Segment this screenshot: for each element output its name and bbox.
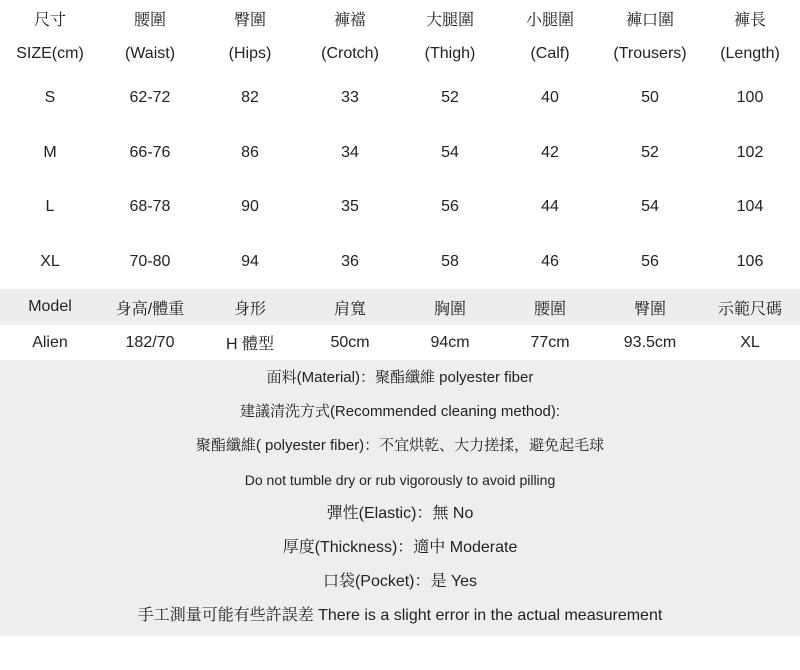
cleaning-title: 建議清洗方式(Recommended cleaning method):	[239, 403, 561, 420]
size-row-m	[0, 126, 800, 181]
size-cell: 40	[541, 89, 559, 107]
size-row-l	[0, 180, 800, 235]
header-en-cell: (Length)	[720, 44, 780, 62]
elastic-note: 彈性(Elastic)：無 No	[326, 505, 474, 522]
pocket-note: 口袋(Pocket)：是 Yes	[322, 573, 478, 590]
size-cell: 52	[441, 89, 459, 107]
header-en-cell: (Trousers)	[613, 44, 687, 62]
model-cell: 182/70	[125, 333, 175, 351]
header-cn-cell: 尺寸	[33, 11, 66, 29]
model-cell: 94cm	[430, 333, 470, 351]
size-cell: 90	[241, 198, 259, 216]
size-cell: 86	[241, 143, 259, 161]
size-row-xl	[0, 235, 800, 290]
model-header-row	[0, 289, 800, 325]
size-cell: S	[44, 89, 56, 107]
material-note: 面料(Material)：聚酯纖維 polyester fiber	[266, 369, 534, 386]
measurement-error-note: 手工測量可能有些許誤差 There is a slight error in the actual measurement	[137, 607, 663, 624]
size-cell: 104	[736, 198, 764, 216]
size-cell: 100	[736, 89, 764, 107]
size-cell: 58	[441, 252, 459, 270]
size-cell: 50	[641, 89, 659, 107]
size-cell: 106	[736, 252, 764, 270]
model-header-cell: 臀圍	[633, 300, 666, 318]
size-cell: 54	[441, 143, 459, 161]
cleaning-note-en: Do not tumble dry or rub vigorously to avoid pilling	[244, 472, 556, 488]
model-header-cell: 示範尺碼	[717, 300, 782, 318]
size-cell: 102	[736, 143, 764, 161]
product-notes	[0, 360, 800, 636]
size-cell: 34	[341, 143, 359, 161]
model-cell: 50cm	[330, 333, 370, 351]
size-cell: 52	[641, 143, 659, 161]
size-cell: 70-80	[129, 252, 171, 270]
model-cell: H 體型	[225, 336, 274, 353]
size-cell: 54	[641, 198, 659, 216]
size-cell: 68-78	[129, 198, 171, 216]
header-cn-cell: 小腿圍	[525, 11, 574, 29]
thickness-note: 厚度(Thickness)：適中 Moderate	[282, 539, 518, 556]
size-row-s	[0, 71, 800, 126]
header-cn-cell: 褲襠	[333, 11, 366, 29]
header-cn-cell: 腰圍	[133, 11, 166, 29]
size-cell: 42	[541, 143, 559, 161]
size-header-en-row	[0, 36, 800, 71]
header-cn-cell: 褲口圍	[625, 11, 674, 29]
model-header-cell: 身高/體重	[115, 300, 185, 318]
header-en-cell: (Crotch)	[321, 44, 379, 62]
header-cn-cell: 褲長	[733, 11, 766, 29]
header-en-cell: (Hips)	[228, 44, 272, 62]
size-cell: 33	[341, 89, 359, 107]
header-cn-cell: 大腿圍	[425, 11, 474, 29]
size-cell: 56	[641, 252, 659, 270]
header-cn-cell: 臀圍	[233, 11, 266, 29]
header-en-cell: (Thigh)	[424, 44, 476, 62]
size-cell: 66-76	[129, 143, 171, 161]
size-cell: 46	[541, 252, 559, 270]
size-cell: 44	[541, 198, 559, 216]
size-cell: 35	[341, 198, 359, 216]
size-cell: 36	[341, 252, 359, 270]
model-header-cell: 肩寬	[333, 300, 366, 318]
model-header-cell: 腰圍	[533, 300, 566, 318]
model-cell: XL	[740, 333, 760, 351]
size-header-cn-row	[0, 0, 800, 36]
size-cell: XL	[40, 252, 60, 270]
size-cell: 56	[441, 198, 459, 216]
model-cell: 77cm	[530, 333, 570, 351]
header-en-cell: SIZE(cm)	[16, 44, 84, 62]
size-cell: 62-72	[129, 89, 171, 107]
header-en-cell: (Calf)	[530, 44, 570, 62]
model-data-row	[0, 325, 800, 360]
cleaning-note-cn: 聚酯纖維( polyester fiber)：不宜烘乾、大力搓揉，避免起毛球	[195, 437, 605, 454]
header-en-cell: (Waist)	[124, 44, 176, 62]
model-header-cell: 胸圍	[433, 300, 466, 318]
size-cell: 82	[241, 89, 259, 107]
size-cell: M	[43, 143, 57, 161]
model-cell: Alien	[32, 333, 68, 351]
model-cell: 93.5cm	[623, 333, 677, 351]
size-cell: L	[45, 198, 55, 216]
size-cell: 94	[241, 252, 259, 270]
model-header-cell: Model	[28, 298, 72, 315]
model-header-cell: 身形	[233, 300, 266, 318]
